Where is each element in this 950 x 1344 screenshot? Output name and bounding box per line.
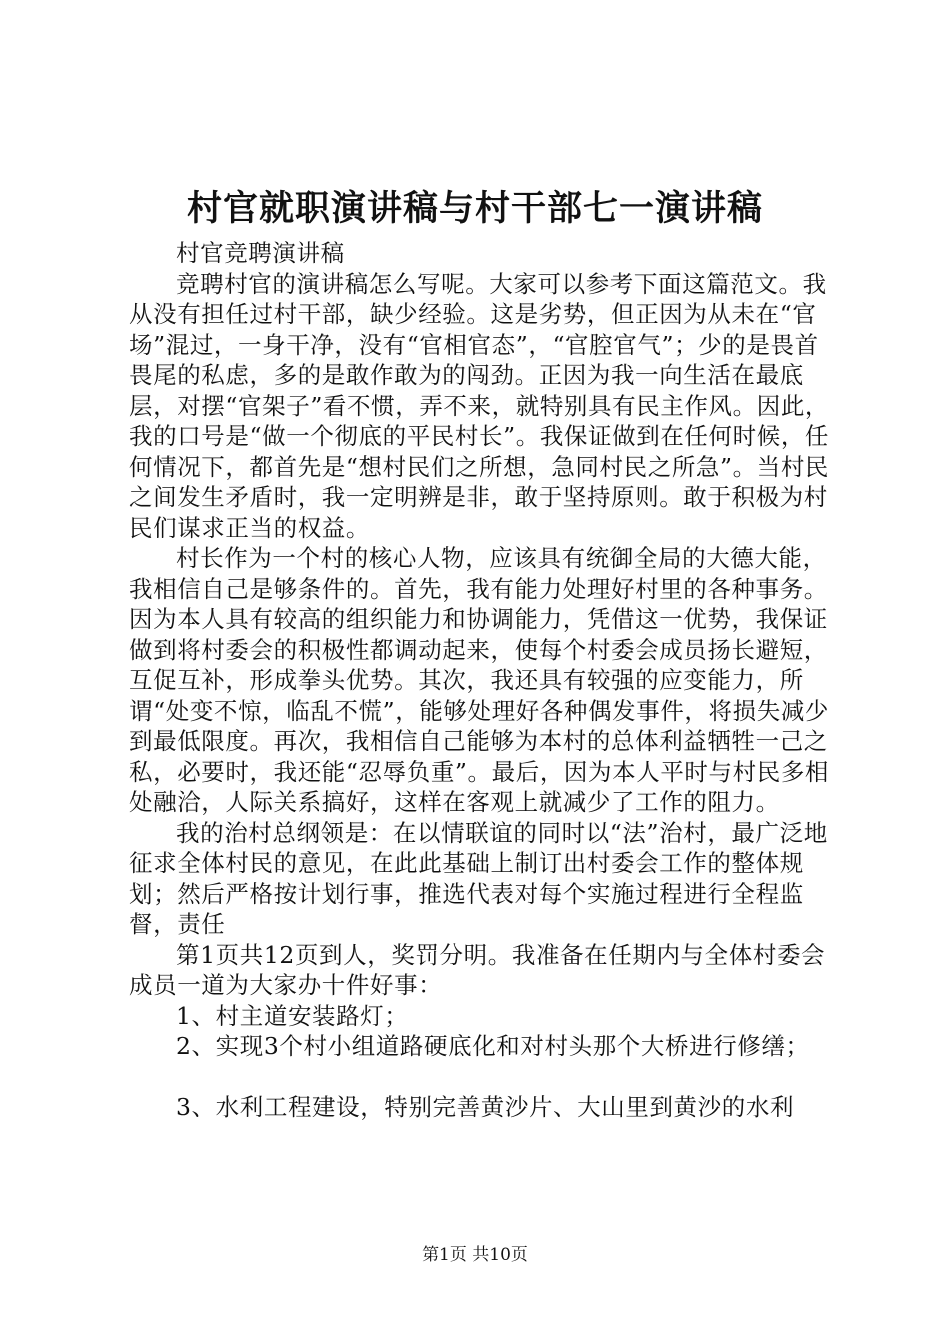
list-item: 2、实现3个村小组道路硬底化和对村头那个大桥进行修缮； [176, 1032, 810, 1060]
document-body [129, 238, 835, 1122]
paragraph: 竞聘村官的演讲稿怎么写呢。大家可以参考下面这篇范文。我从没有担任过村干部，缺少经验。这是劣势，但正因为从未在“官场”混过，一身干净，没有“官相官态”，“官腔官气”；少的是畏首畏尾的私虑，多的是敢作敢为的闯劲。正因为我一向生活在最底层，对摆“官架子”看不惯，弄不来，就特别具有民主作风。因此，我的口号是“做一个彻底的平民村长”。我保证做到在任何时候，任何情况下，都首先是“想村民们之所想，急同村民之所急”。当村民之间发生矛盾时，我一定明辨是非，敢于坚持原则。敢于积极为村民们谋求正当的权益。 [129, 269, 830, 542]
paragraph-subtitle: 村官竞聘演讲稿 [176, 239, 345, 267]
paragraph: 村长作为一个村的核心人物，应该具有统御全局的大德大能，我相信自己是够条件的。首先，我有能力处理好村里的各种事务。因为本人具有较高的组织能力和协调能力，凭借这一优势，我保证做到将村委会的积极性都调动起来，使每个村委会成员扬长避短，互促互补，形成拳头优势。其次，我还具有较强的应变能力，所谓“处变不惊，临乱不慌”，能够处理好各种偶发事件，将损失减少到最低限度。再次，我相信自己能够为本村的总体利益牺牲一己之私，必要时，我还能“忍辱负重”。最后，因为本人平时与村民多相处融洽，人际关系搞好，这样在客观上就减少了工作的阻力。 [129, 544, 830, 816]
list-item: 3、水利工程建设，特别完善黄沙片、大山里到黄沙的水利 [176, 1092, 795, 1121]
page-footer: 第1页 共10页 [422, 1245, 528, 1265]
document-title: 村官就职演讲稿与村干部七一演讲稿 [186, 188, 763, 229]
paragraph: 我的治村总纲领是：在以情联谊的同时以“法”治村，最广泛地征求全体村民的意见，在此此基础上制订出村委会工作的整体规划；然后严格按计划行事，推选代表对每个实施过程进行全程监督，责任 [129, 818, 828, 938]
list-item: 1、村主道安装路灯； [176, 1001, 409, 1030]
paragraph: 第1页共12页到人，奖罚分明。我准备在任期内与全体村委会成员一道为大家办十件好事： [129, 940, 826, 999]
